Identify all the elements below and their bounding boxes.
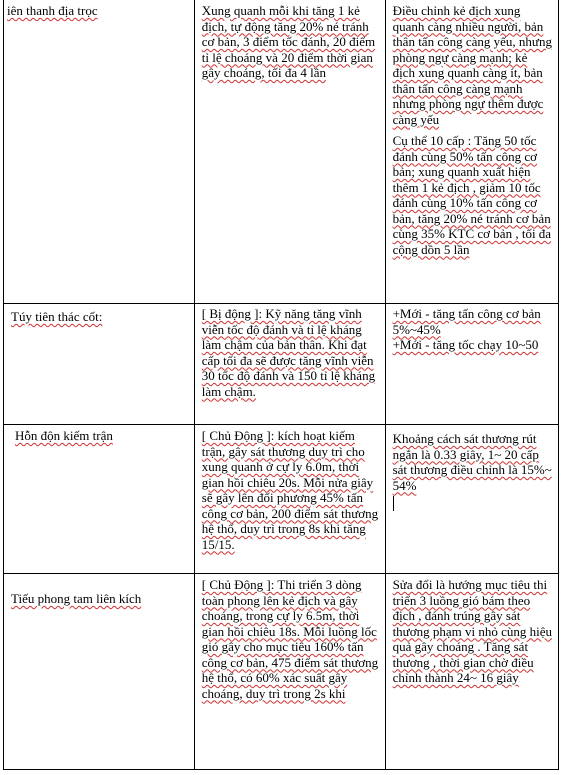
skill-name-cell[interactable] [4,0,195,304]
skill-name-cell[interactable] [4,304,195,425]
table-row [4,0,559,304]
skill-name: Hỗn độn kiếm trận [15,428,113,443]
change-paragraph: Điều chỉnh kẻ địch xung quanh càng nhiều người, bản thân tấn công càng yếu, nhưng phòng ngự càng mạnh; kẻ địch xung quanh càng ít, bản thân tấn công càng mạnh nhưng phòng ngự thêm được càng yếu [392,3,552,127]
skill-table [3,0,559,770]
change-paragraph: Sửa đổi là hướng mục tiêu thi triển 3 luồng gió bám theo địch , đánh trúng gây sát thương phạm vi nhỏ cùng hiệu quả gây choáng . Tăng sát thương , thời gian chờ điều chỉnh thành 24~ 16 giây [392,577,552,685]
skill-effect-cell[interactable] [194,574,385,770]
table-row [4,425,559,574]
skill-change-cell[interactable] [385,425,558,574]
skill-effect-text: [ Chủ Động ]: kích hoạt kiếm trận, gây sát thương duy trì cho xung quanh ở cự ly 6.0m, thời gian hồi chiêu 20s. Mỗi nửa giây sẽ gây lên đối phương 45% tấn công cơ bản, 200 điểm sát thương hệ thổ, duy trì trong 8s khi tăng 15/15. [201,428,379,552]
skill-effect-cell[interactable] [194,425,385,574]
skill-change-cell[interactable] [385,304,558,425]
skill-name-cell[interactable] [4,574,195,770]
skill-change-cell[interactable] [385,0,558,304]
skill-effect-text: [ Bị động ]: Kỹ năng tăng vĩnh viễn tốc độ đánh và tỉ lệ kháng làm chậm của bản thân. Khi đạt cấp tối đa sẽ được tăng vĩnh viễn 30 tốc độ đánh và 150 tỉ lệ kháng làm chậm. [201,306,376,399]
skill-effect-cell[interactable] [194,0,385,304]
table-row [4,574,559,770]
text-cursor [393,496,394,511]
skill-effect-text: Xung quanh mỗi khi tăng 1 kẻ địch, tự động tăng 20% né tránh cơ bản, 3 điểm tốc đánh, 20 điểm tỉ lệ choáng và 20 điểm thời gian gây choáng, tối đa 4 lần [201,3,376,80]
change-paragraph: +Mới - tăng tấn công cơ bản 5%~45% [392,306,541,337]
table-row [4,304,559,425]
skill-name: iên thanh địa trọc [7,3,98,18]
skill-name-cell[interactable] [4,425,195,574]
skill-name: Tiếu phong tam liên kích [11,591,142,606]
change-paragraph: Khoảng cách sát thương rút ngắn là 0.33 giây, 1~ 20 cấp sát thương điều chỉnh là 15%~ 54% [392,431,552,493]
skill-effect-text: [ Chủ Động ]: Thi triển 3 dòng toàn phong lên kẻ địch và gây choáng, trong cự ly 6.5m, thời gian hồi chiêu 18s. Mỗi luồng lốc gió gây cho mục tiêu 160% tấn công cơ bản, 475 điểm sát thương hệ thổ, có 60% xác suất gây choáng, duy trì trong 2s khi [201,577,379,701]
change-paragraph: +Mới - tăng tốc chạy 10~50 [392,337,539,352]
skill-change-cell[interactable] [385,574,558,770]
skill-name: Túy tiên thác cốt: [11,309,103,324]
skill-effect-cell[interactable] [194,304,385,425]
change-paragraph: Cụ thể 10 cấp : Tăng 50 tốc đánh cùng 50% tấn công cơ bản; xung quanh xuất hiện thêm 1 kẻ địch , giảm 10 tốc đánh cùng 10% tấn công cơ bản, tăng 20% né tránh cơ bản cùng 35% KTC cơ bản , tối đa cộng dồn 5 lần [392,133,552,257]
